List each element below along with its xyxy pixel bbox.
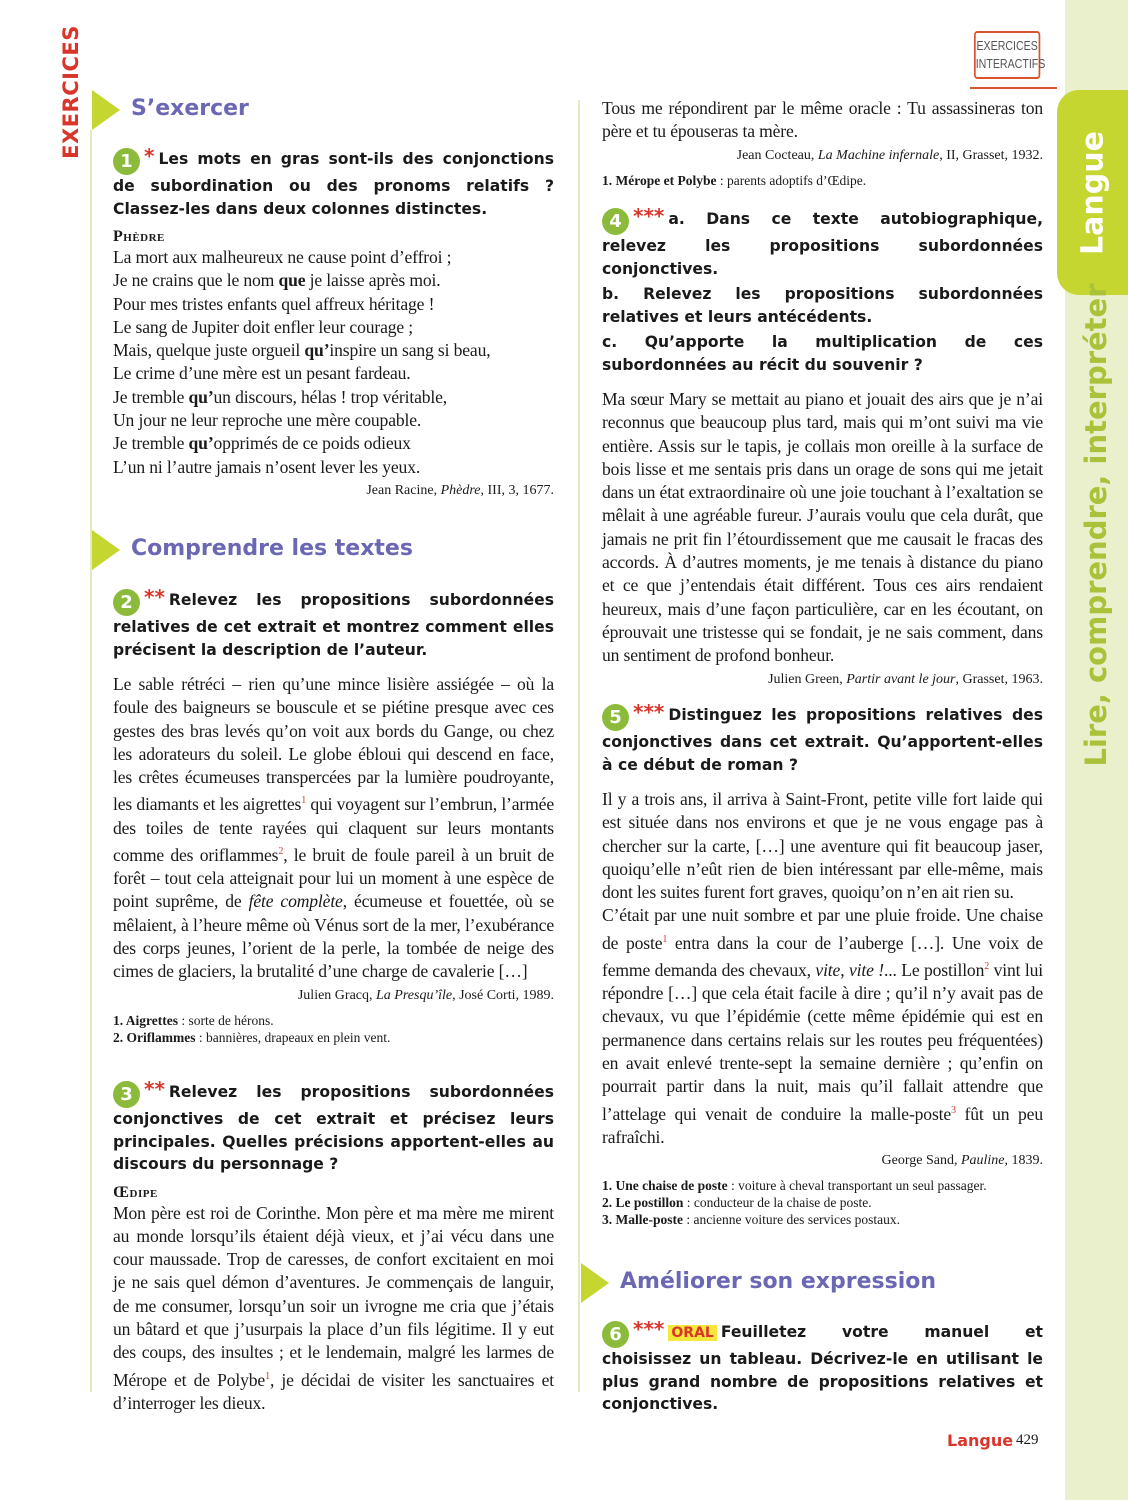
divider bbox=[970, 87, 1057, 89]
text-run: , je décidai de visiter les sanctuaires et d’interroger les dieux. bbox=[113, 1369, 554, 1413]
footnote bbox=[602, 1177, 1043, 1194]
text-run: , José Corti, 1989. bbox=[452, 987, 554, 1003]
interactive-exercises-button[interactable] bbox=[974, 31, 1046, 79]
bold-word: qu’ bbox=[188, 386, 214, 407]
exercise-number: 3 bbox=[113, 1081, 140, 1108]
exercise-number: 6 bbox=[602, 1321, 629, 1348]
text-run: Tous me répondirent par le même oracle : Tu assassineras ton père et tu épouseras ta mère. bbox=[602, 98, 1043, 142]
poem-line bbox=[113, 246, 554, 269]
text-run: , écumeuse et fouettée, où se mêlaient, à l’heure même où Vénus sort de la mer, l’exubérance des corps jeunes, l’orient de la perle, la tombée de neige des cimes de glaciers, la brutalité d’une charge de cavalerie […] bbox=[113, 891, 554, 982]
exercise-question-b: b. Relevez les propositions subordonnées relatives et leurs antécédents. bbox=[602, 285, 1043, 326]
text-run: La mort aux malheureux ne cause point d’effroi ; bbox=[113, 247, 452, 267]
footnote bbox=[602, 1194, 1043, 1211]
triangle-icon bbox=[92, 530, 120, 570]
footnote-definition: : sorte de hérons. bbox=[177, 1012, 274, 1028]
speaker: Phèdre bbox=[113, 228, 165, 245]
poem-line bbox=[113, 432, 554, 455]
text-run: C’était par une nuit sombre et par une pluie froide. Une chaise de poste bbox=[602, 905, 1043, 953]
text-run: , le bruit de foule pareil à un bruit de forêt – tout cela atteignait pour lui un moment à une espèce de point suprême, de bbox=[113, 844, 554, 912]
italic-text: Phèdre bbox=[440, 482, 481, 498]
column-rule-left bbox=[90, 130, 92, 1392]
difficulty-stars: *** bbox=[633, 204, 665, 228]
section-title: Comprendre les textes bbox=[131, 536, 413, 561]
footnote-marker: 3 bbox=[951, 1104, 956, 1116]
text-run: fût un peu rafraîchi. bbox=[602, 1103, 1043, 1147]
footer-section: Langue bbox=[947, 1431, 1014, 1450]
footnote-marker: 2 bbox=[278, 845, 284, 857]
footnote-marker: 1 bbox=[265, 1370, 270, 1382]
interactive-line2: INTERACTIFS bbox=[975, 57, 1046, 71]
exercise-question-a: a. Dans ce texte autobiographique, relevez les propositions subordonnées conjonctives. bbox=[602, 210, 1043, 278]
text-run: je laisse après moi. bbox=[305, 270, 441, 291]
text-run: L’un ni l’autre jamais n’osent lever les yeux. bbox=[113, 456, 421, 477]
italic-text: La Machine infernale bbox=[817, 147, 940, 163]
exercise-4 bbox=[602, 205, 1043, 690]
text-run: George Sand, bbox=[881, 1153, 961, 1169]
footnotes bbox=[113, 1012, 554, 1046]
text-run: Ma sœur Mary se mettait au piano et jouait des airs que je n’ai reconnus que beaucoup plus tard, mais qui m’ont suivi ma vie entière. Assis sur le tapis, je collais mon oreille à la surface de bois lisse et me sentais pris dans un orage de sons qui me jetait dans un état extraordinaire où une joie touchant à l’exaltation se mêlait à une agréable fureur. J’aurais voulu que cela durât, que jamais ne prit fin l’étourdissement que me causait le fracas des accords. À d’autres moments, je me tenais à distance du piano et ce que j’entendais était différent. Tous ces airs rendaient heureux, mais d’une façon particulière, car en les écoutant, on éprouvait une tristesse qui se fondait, je ne sais comment, dans un sentiment de profond bonheur. bbox=[602, 389, 1043, 666]
poem-line bbox=[113, 409, 554, 432]
text-run: Julien Green, bbox=[768, 671, 847, 687]
text-run: Je tremble bbox=[113, 433, 189, 454]
triangle-icon bbox=[581, 1263, 609, 1303]
italic-text: Partir avant le jour bbox=[846, 671, 956, 687]
text-run: entra dans la cour de l’auberge […]. Une voix de femme demanda des chevaux, bbox=[602, 932, 1043, 980]
bold-word: qu’ bbox=[304, 340, 330, 361]
section-title: Améliorer son expression bbox=[620, 1269, 937, 1294]
footnote-definition: : parents adoptifs d’Œdipe. bbox=[716, 172, 867, 188]
difficulty-stars: ** bbox=[144, 1077, 165, 1101]
text-run: un discours, hélas ! trop véritable, bbox=[213, 386, 448, 407]
footnote bbox=[602, 172, 1043, 189]
source bbox=[113, 986, 554, 1006]
poem bbox=[113, 246, 554, 479]
poem-line bbox=[113, 293, 554, 316]
footnote-marker: 1 bbox=[662, 933, 668, 945]
exercise-question: Distinguez les propositions relatives des conjonctives dans cet extrait. Qu’apportent-elles à ce début de roman ? bbox=[602, 706, 1043, 774]
exercise-2 bbox=[113, 586, 554, 1046]
exercise-5 bbox=[602, 701, 1043, 1228]
text-run: , III, 3, 1677. bbox=[480, 482, 554, 498]
text-run: Mon père est roi de Corinthe. Mon père et ma mère me mirent au monde lorsqu’ils étaient déjà vieux, et j’ai vécu dans une cour maussade. Trop de caresses, de confort excitaient en moi je ne sais quel démon d’aventures. Je commençais de languir, de me consumer, lorsqu’un soir un ivrogne me cria que j’étais un bâtard et que j’usurpais la place d’un fils légitime. Il y eut des coups, des insultes ; et le lendemain, malgré les larmes de Mérope et de Polybe bbox=[113, 1202, 554, 1390]
bold-word: qu’ bbox=[188, 433, 214, 454]
text-run: inspire un sang si beau, bbox=[329, 340, 491, 361]
footnote-definition: : ancienne voiture des services postaux. bbox=[682, 1212, 901, 1228]
footnote-marker: 2 bbox=[984, 960, 990, 972]
text-run: , II, Grasset, 1932. bbox=[939, 147, 1043, 163]
exercise-question-c: c. Qu’apporte la multiplication de ces subordonnées au récit du souvenir ? bbox=[602, 333, 1043, 374]
exercise-6 bbox=[602, 1318, 1043, 1416]
footnote bbox=[602, 1211, 1043, 1228]
tab-langue[interactable] bbox=[1057, 90, 1128, 295]
italic-text: La Presqu’île bbox=[376, 987, 453, 1003]
text-run: , Grasset, 1963. bbox=[955, 671, 1043, 687]
bold-word: que bbox=[278, 270, 306, 291]
poem-line bbox=[113, 316, 554, 339]
excerpt-text bbox=[602, 904, 1043, 1149]
text-run: Le crime d’une mère est un pesant fardeau. bbox=[113, 363, 411, 384]
poem-line bbox=[113, 386, 554, 409]
footnote bbox=[113, 1012, 554, 1029]
exercise-number: 2 bbox=[113, 589, 140, 616]
text-run: , 1839. bbox=[1004, 1153, 1043, 1169]
exercise-number: 4 bbox=[602, 208, 629, 235]
difficulty-stars: *** bbox=[633, 700, 665, 724]
footnote-term: 3. Malle-poste bbox=[602, 1212, 683, 1228]
excerpt-text bbox=[602, 788, 1043, 904]
italic-text: vite, vite ! bbox=[815, 959, 884, 980]
page-number: 429 bbox=[1016, 1432, 1039, 1448]
text-run: Le sable rétréci – rien qu’une mince lisière assiégée – où la foule des baigneurs se bouscule et se piétine presque avec ces gestes des bras levés qu’on voit aux bords du Gange, ou chez les adorateurs du soleil. Le globe ébloui qui descend en face, les crêtes écumeuses transpercées par la lumière poudroyante, les diamants et les aigrettes bbox=[113, 674, 554, 815]
text-run: Je ne crains que le nom bbox=[113, 270, 279, 291]
footnote bbox=[113, 1029, 554, 1046]
text-run: Julien Gracq, bbox=[297, 987, 377, 1003]
text-run: Pour mes tristes enfants quel affreux héritage ! bbox=[113, 293, 435, 314]
footnote-term: 2. Oriflammes bbox=[113, 1029, 196, 1045]
footnote-definition: : voiture à cheval transportant un seul passager. bbox=[727, 1178, 987, 1194]
interactive-line1: EXERCICES bbox=[976, 39, 1038, 53]
section-title: S’exercer bbox=[131, 96, 249, 121]
text-run: Il y a trois ans, il arriva à Saint-Front, petite ville fort laide qui est située dans nos environs et que je ne vous engage pas à chercher sur la carte, […] une aventure qui fit beaucoup jaser, quoiqu’elle n’eût rien de bien intéressant par elle-même, mais dont les suites furent fort graves, quoiqu’on n’en ait rien su. bbox=[602, 789, 1043, 903]
excerpt-text bbox=[602, 388, 1043, 668]
exercices-label: EXERCICES bbox=[59, 25, 83, 159]
exercise-number: 1 bbox=[113, 148, 140, 175]
text-run: Jean Racine, bbox=[366, 482, 441, 498]
exercise-question: Les mots en gras sont-ils des conjonctions de subordination ou des pronoms relatifs ? Classez-les dans deux colonnes distinctes. bbox=[113, 150, 554, 218]
poem-line bbox=[113, 362, 554, 385]
difficulty-stars: *** bbox=[633, 1317, 665, 1341]
exercise-question: Relevez les propositions subordonnées conjonctives de cet extrait et précisez leurs principales. Quelles précisions apportent-elles au discours du personnage ? bbox=[113, 1083, 554, 1173]
footnote-term: 2. Le postillon bbox=[602, 1195, 684, 1211]
footnotes bbox=[602, 172, 1043, 189]
footnote-term: 1. Aigrettes bbox=[113, 1012, 178, 1028]
text-run: vint lui répondre […] que cela était facile à dire ; qu’il n’y avait pas de chevaux, vu que l’épidémie (cette même épidémie qui est en permanence dans certains relais sur les routes peu fréquentées) en avait enlevé trente-sept la semaine dernière ; qu’enfin on pourrait partir dans la nuit, mais qu’il fallait attendre que l’attelage qui venait de conduire la malle-poste bbox=[602, 959, 1044, 1124]
tab-label: Langue bbox=[1075, 130, 1110, 255]
footnote-term: 1. Une chaise de poste bbox=[602, 1178, 728, 1194]
exercise-question: Feuilletez votre manuel et choisissez un tableau. Décrivez-le en utilisant le plus grand nombre de propositions relatives et conjonctives. bbox=[602, 1323, 1043, 1413]
text-run: Mais, quelque juste orgueil bbox=[113, 340, 305, 361]
triangle-icon bbox=[92, 90, 120, 130]
poem-line bbox=[113, 269, 554, 292]
oral-badge: ORAL bbox=[668, 1325, 716, 1341]
exercise-1 bbox=[113, 145, 554, 501]
column-rule-right bbox=[578, 100, 580, 1392]
source bbox=[113, 481, 554, 501]
text-run: Un jour ne leur reproche une mère coupable. bbox=[113, 410, 422, 431]
source bbox=[602, 1151, 1043, 1171]
footnote-term: 1. Mérope et Polybe bbox=[602, 172, 717, 188]
excerpt-text bbox=[113, 673, 554, 984]
source bbox=[602, 670, 1043, 690]
poem-line bbox=[113, 456, 554, 479]
exercise-3 bbox=[113, 1078, 554, 1415]
footnotes bbox=[602, 1177, 1043, 1228]
text-run: Jean Cocteau, bbox=[736, 147, 818, 163]
exercise-number: 5 bbox=[602, 704, 629, 731]
excerpt-text bbox=[602, 97, 1043, 144]
text-run: Le sang de Jupiter doit enfler leur courage ; bbox=[113, 316, 414, 337]
difficulty-stars: ** bbox=[144, 585, 165, 609]
footnote-definition: : bannières, drapeaux en plein vent. bbox=[195, 1029, 391, 1045]
exercise-3-continued bbox=[602, 97, 1043, 189]
exercise-question: Relevez les propositions subordonnées relatives de cet extrait et montrez comment elles précisent la description de l’auteur. bbox=[113, 591, 554, 659]
footnote-marker: 1 bbox=[301, 795, 307, 807]
text-run: ... Le postillon bbox=[883, 959, 985, 980]
poem-line bbox=[113, 339, 554, 362]
difficulty-stars: * bbox=[144, 144, 155, 168]
text-run: qui voyagent sur l’embrun, l’armée des toiles de tente rayées qui claquent sur leurs montants comme des oriflammes bbox=[113, 794, 554, 865]
text-run: Je tremble bbox=[113, 386, 189, 407]
excerpt-text bbox=[113, 1202, 554, 1416]
italic-text: Pauline bbox=[960, 1153, 1005, 1169]
chapter-vertical-title: Lire, comprendre, interpréter bbox=[1079, 283, 1113, 767]
footnote-definition: : conducteur de la chaise de poste. bbox=[683, 1195, 872, 1211]
source bbox=[602, 146, 1043, 166]
italic-text: fête complète bbox=[248, 891, 343, 912]
speaker: Œdipe bbox=[113, 1183, 158, 1201]
text-run: opprimés de ce poids odieux bbox=[213, 433, 411, 454]
